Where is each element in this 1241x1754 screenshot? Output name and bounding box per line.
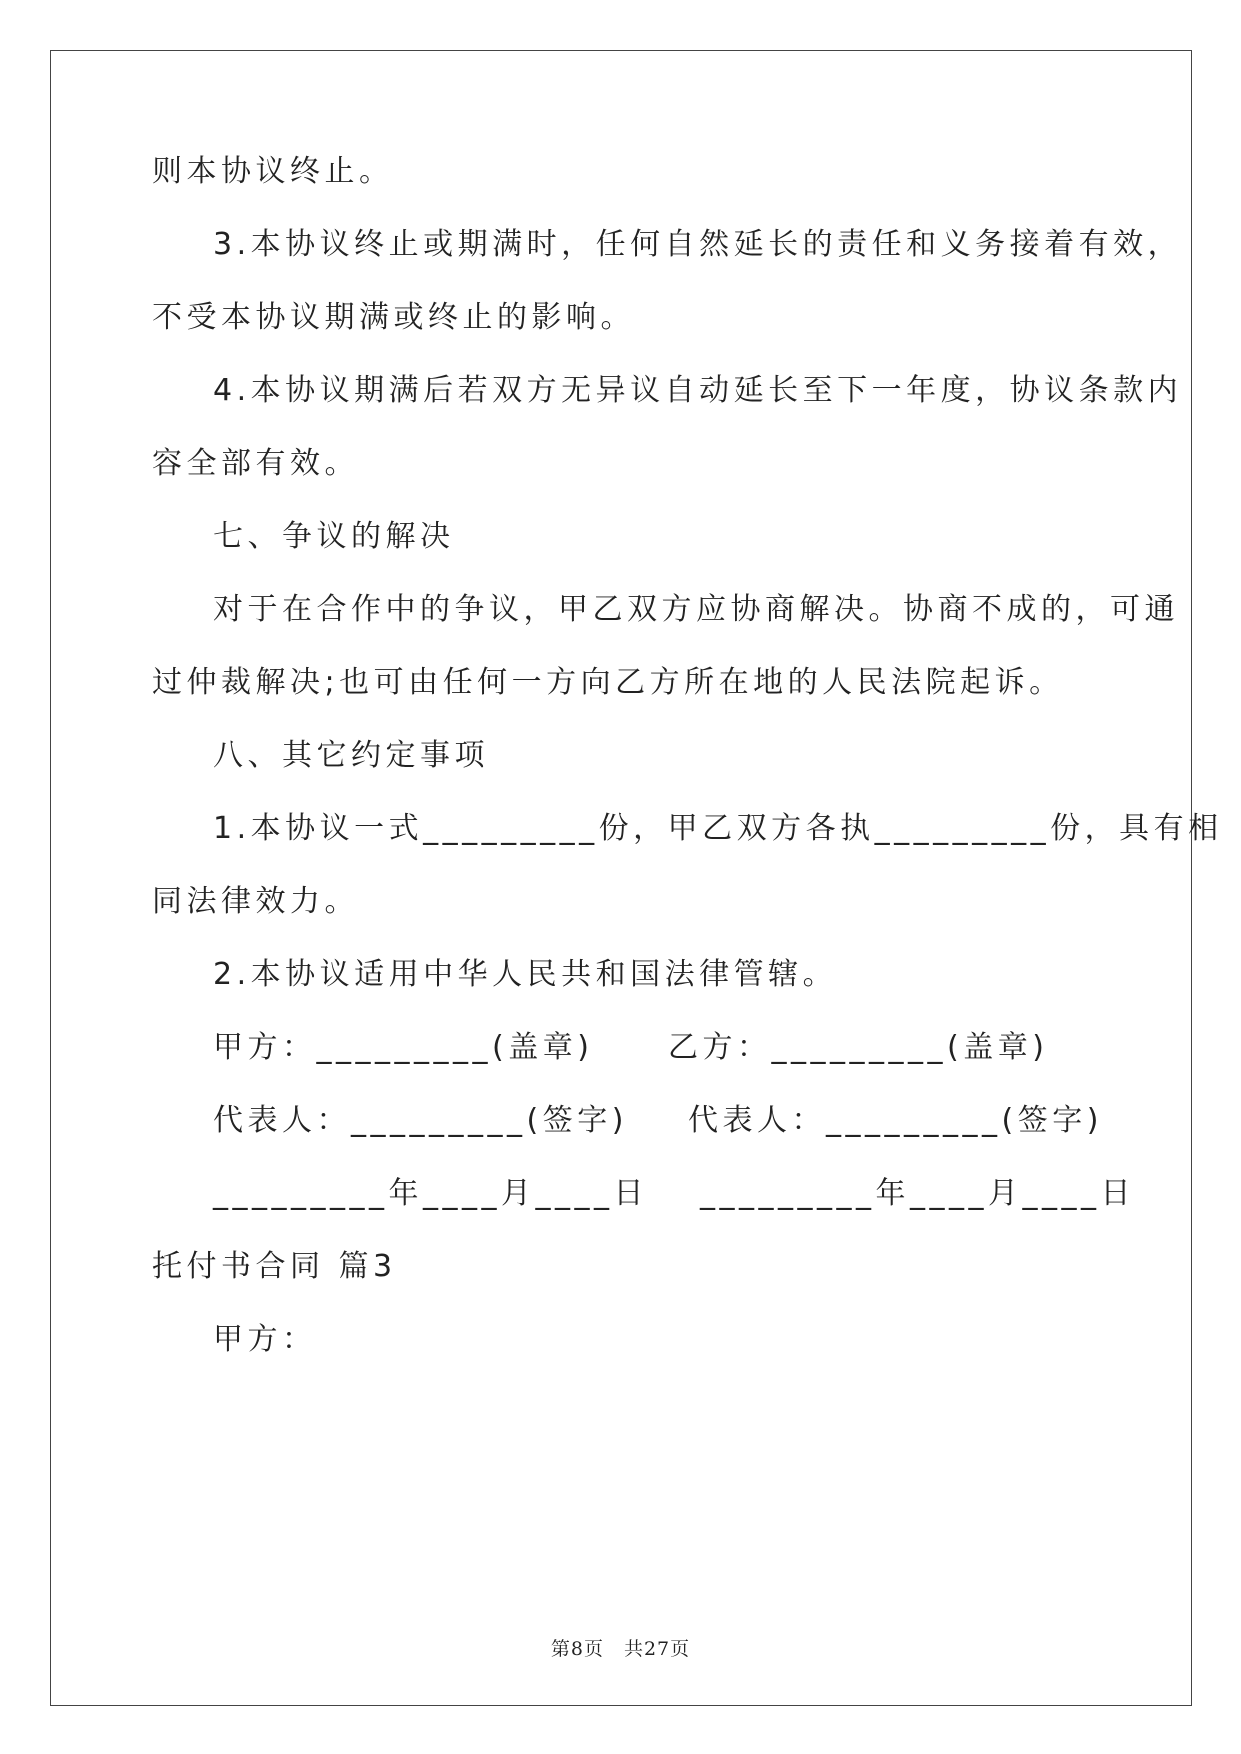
text-line-5: 容全部有效。 — [152, 446, 359, 481]
text-line-7: 对于在合作中的争议，甲乙双方应协商解决。协商不成的，可通 — [213, 592, 1179, 627]
section-heading-dispute: 七、争议的解决 — [213, 519, 455, 554]
text-line-4: 4.本协议期满后若双方无异议自动延长至下一年度，协议条款内 — [213, 373, 1183, 408]
text-line-1: 则本协议终止。 — [152, 154, 394, 189]
date-a: _________年____月____日 — [213, 1176, 648, 1211]
text-line-12: 2.本协议适用中华人民共和国法律管辖。 — [213, 957, 838, 992]
text-line-8: 过仲裁解决;也可由任何一方向乙方所在地的人民法院起诉。 — [152, 665, 1064, 700]
text-line-3: 不受本协议期满或终止的影响。 — [152, 300, 635, 335]
party-a-label: 甲方： — [213, 1322, 317, 1357]
rep-b-sign: 代表人：_________(签字) — [688, 1103, 1103, 1138]
page-footer: 第8页 共27页 — [550, 1638, 691, 1660]
party-b-seal: 乙方：_________(盖章) — [668, 1030, 1049, 1065]
rep-a-sign: 代表人：_________(签字) — [213, 1103, 628, 1138]
section-heading-other: 八、其它约定事项 — [213, 738, 489, 773]
party-a-seal: 甲方：_________(盖章) — [213, 1030, 594, 1065]
text-line-11: 同法律效力。 — [152, 884, 359, 919]
date-b: _________年____月____日 — [700, 1176, 1135, 1211]
text-line-10: 1.本协议一式_________份，甲乙双方各执_________份，具有相 — [213, 811, 1223, 846]
section-title: 托付书合同 篇3 — [152, 1249, 397, 1284]
text-line-2: 3.本协议终止或期满时，任何自然延长的责任和义务接着有效， — [213, 227, 1183, 262]
